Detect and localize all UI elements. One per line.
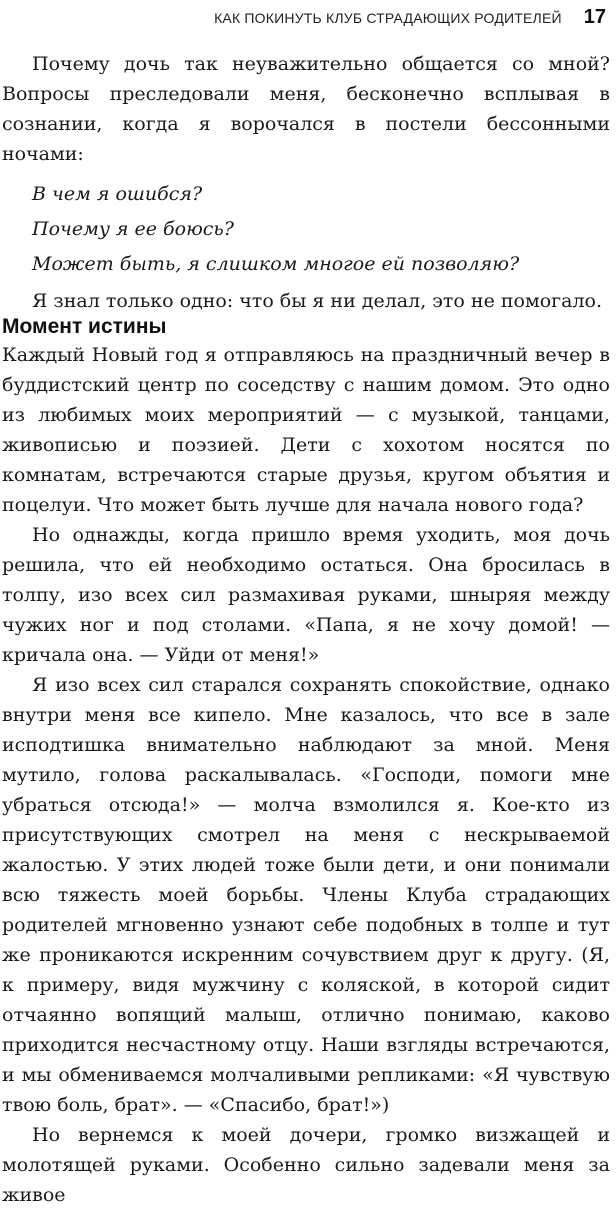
intro-block <box>2 49 610 316</box>
intro-paragraph: Почему дочь так неуважительно общается со мной? Вопросы преследовали меня, бесконечно всплывая в сознании, когда я ворочался в постели бессонными ночами: <box>2 53 610 165</box>
running-header <box>0 6 606 26</box>
section-heading: Момент истины <box>2 315 167 338</box>
question-item: Может быть, я слишком многое ей позволяю? <box>32 253 520 275</box>
running-title: КАК ПОКИНУТЬ КЛУБ СТРАДАЮЩИХ РОДИТЕЛЕЙ <box>214 10 562 26</box>
section-body <box>2 340 610 1210</box>
body-paragraph: Но вернемся к моей дочери, громко визжащей и молотящей руками. Особенно сильно задевали меня за живое <box>2 1124 610 1206</box>
body-paragraph: Каждый Новый год я отправляюсь на праздничный вечер в буддистский центр по соседству с нашим домом. Это одно из любимых моих мероприятий — с музыкой, танцами, живописью и поэзией. Дети с хохотом носятся по комнатам, встречаются старые друзья, кругом объятия и поцелуи. Что может быть лучше для начала нового года? <box>2 344 610 516</box>
question-item: Почему я ее боюсь? <box>32 218 234 240</box>
page-number: 17 <box>583 6 606 28</box>
question-list <box>2 177 610 282</box>
body-paragraph: Но однажды, когда пришло время уходить, моя дочь решила, что ей необходимо остаться. Она бросилась в толпу, изо всех сил размахивая руками, шныряя между чужих ног и под столами. «Папа, я не хочу домой! — кричала она. — Уйди от меня!» <box>2 524 610 666</box>
intro-closing: Я знал только одно: что бы я ни делал, это не помогало. <box>32 290 603 312</box>
body-paragraph: Я изо всех сил старался сохранять спокойствие, однако внутри меня все кипело. Мне казалось, что все в зале исподтишка внимательно наблюдают за мной. Меня мутило, голова раскалывалась. «Господи, помоги мне убраться отсюда!» — молча взмолился я. Кое-кто из присутствующих смотрел на меня с нескрываемой жалостью. У этих людей тоже были дети, и они понимали всю тяжесть моей борьбы. Члены Клуба страдающих родителей мгновенно узнают себе подобных в толпе и тут же проникаются искренним сочувствием друг к другу. (Я, к примеру, видя мужчину с коляской, в которой сидит отчаянно вопящий малыш, отлично понимаю, каково приходится несчастному отцу. Наши взгляды встречаются, и мы обмениваемся молчаливыми репликами: «Я чувствую твою боль, брат». — «Спасибо, брат!») <box>2 674 610 1116</box>
question-item: В чем я ошибся? <box>32 183 203 205</box>
